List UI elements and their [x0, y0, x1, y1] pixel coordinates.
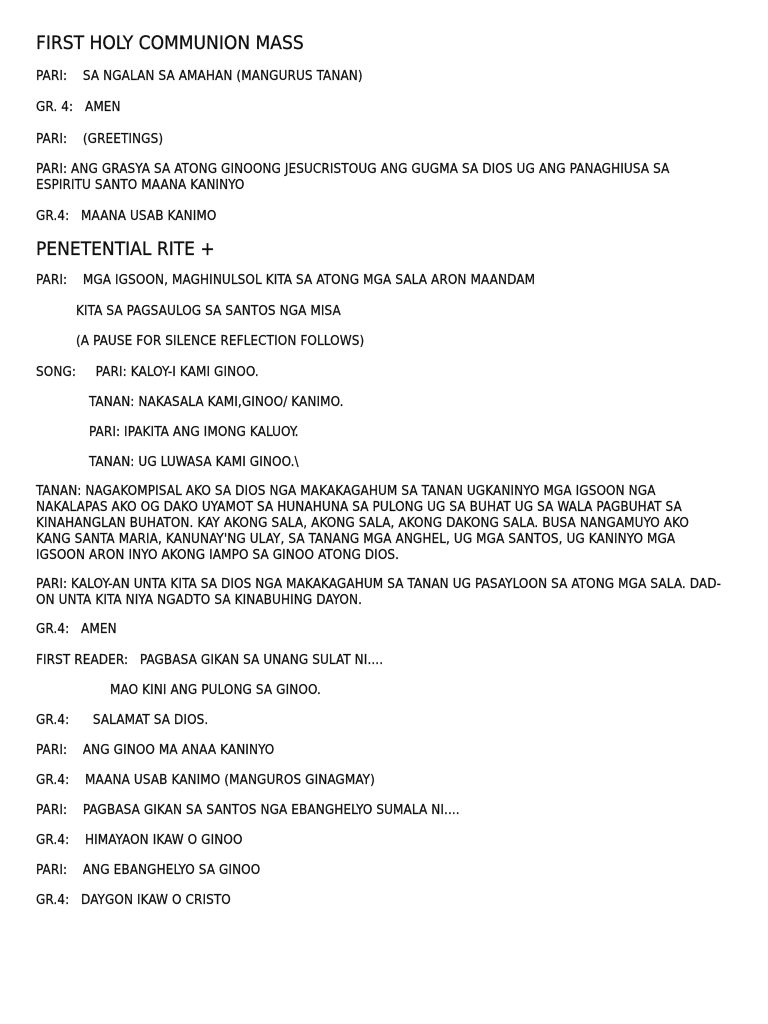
liturgy-line: FIRST READER: PAGBASA GIKAN SA UNANG SULAT NI.... [36, 653, 384, 668]
liturgy-line: KITA SA PAGSAULOG SA SANTOS NGA MISA [76, 304, 341, 319]
liturgy-line: PARI: SA NGALAN SA AMAHAN (MANGURUS TANAN) [36, 69, 363, 84]
song-line: PARI: IPAKITA ANG IMONG KALUOY. [89, 425, 299, 440]
liturgy-line: PARI: PAGBASA GIKAN SA SANTOS NGA EBANGHELYO SUMALA NI.... [36, 803, 460, 818]
liturgy-line: (A PAUSE FOR SILENCE REFLECTION FOLLOWS) [76, 334, 365, 349]
liturgy-line: GR.4: SALAMAT SA DIOS. [36, 713, 209, 728]
liturgy-line: MAO KINI ANG PULONG SA GINOO. [110, 683, 321, 698]
section-heading: PENETENTIAL RITE + [36, 238, 215, 260]
liturgy-line: PARI: ANG GINOO MA ANAA KANINYO [36, 743, 275, 758]
liturgy-line: GR.4: HIMAYAON IKAW O GINOO [36, 833, 243, 848]
liturgy-paragraph: TANAN: NAGAKOMPISAL AKO SA DIOS NGA MAKAKAGAHUM SA TANAN UGKANINYO MGA IGSOON NGA NAKALAPAS AKO OG DAKO UYAMOT SA HUNAHUNA SA PULONG UG SA BUHAT UG SA WALA PAGBUHAT SA KINAHANGLAN BUHATON. KAY AKONG SALA, AKONG SALA, AKONG DAKONG SALA. BUSA NANGAMUYO AKO KANG SANTA MARIA, KANUNAY'NG ULAY, SA TANANG MGA ANGHEL, UG MGA SANTOS, UG KANINYO MGA IGSOON ARON INYO AKONG IAMPO SA GINOO ATONG DIOS. [36, 484, 689, 563]
liturgy-line: GR.4: MAANA USAB KANIMO (MANGUROS GINAGMAY) [36, 773, 375, 788]
liturgy-line: GR.4: AMEN [36, 622, 117, 637]
liturgy-paragraph: PARI: ANG GRASYA SA ATONG GINOONG JESUCRISTOUG ANG GUGMA SA DIOS UG ANG PANAGHIUSA SA ESPIRITU SANTO MAANA KANINYO [36, 162, 670, 193]
liturgy-line: PARI: (GREETINGS) [36, 132, 164, 147]
liturgy-line: GR.4: DAYGON IKAW O CRISTO [36, 893, 231, 908]
liturgy-line: GR.4: MAANA USAB KANIMO [36, 209, 217, 224]
document-title: FIRST HOLY COMMUNION MASS [36, 32, 304, 54]
liturgy-line: PARI: MGA IGSOON, MAGHINULSOL KITA SA ATONG MGA SALA ARON MAANDAM [36, 273, 536, 288]
liturgy-paragraph: PARI: KALOY-AN UNTA KITA SA DIOS NGA MAKAKAGAHUM SA TANAN UG PASAYLOON SA ATONG MGA SALA. DAD-ON UNTA KITA NIYA NGADTO SA KINABUHING DAYON. [36, 577, 722, 608]
liturgy-line: PARI: ANG EBANGHELYO SA GINOO [36, 863, 261, 878]
song-line: SONG: PARI: KALOY-I KAMI GINOO. [36, 365, 259, 380]
song-line: TANAN: UG LUWASA KAMI GINOO.\ [89, 455, 299, 470]
liturgy-line: GR. 4: AMEN [36, 100, 121, 115]
song-line: TANAN: NAKASALA KAMI,GINOO/ KANIMO. [89, 395, 344, 410]
